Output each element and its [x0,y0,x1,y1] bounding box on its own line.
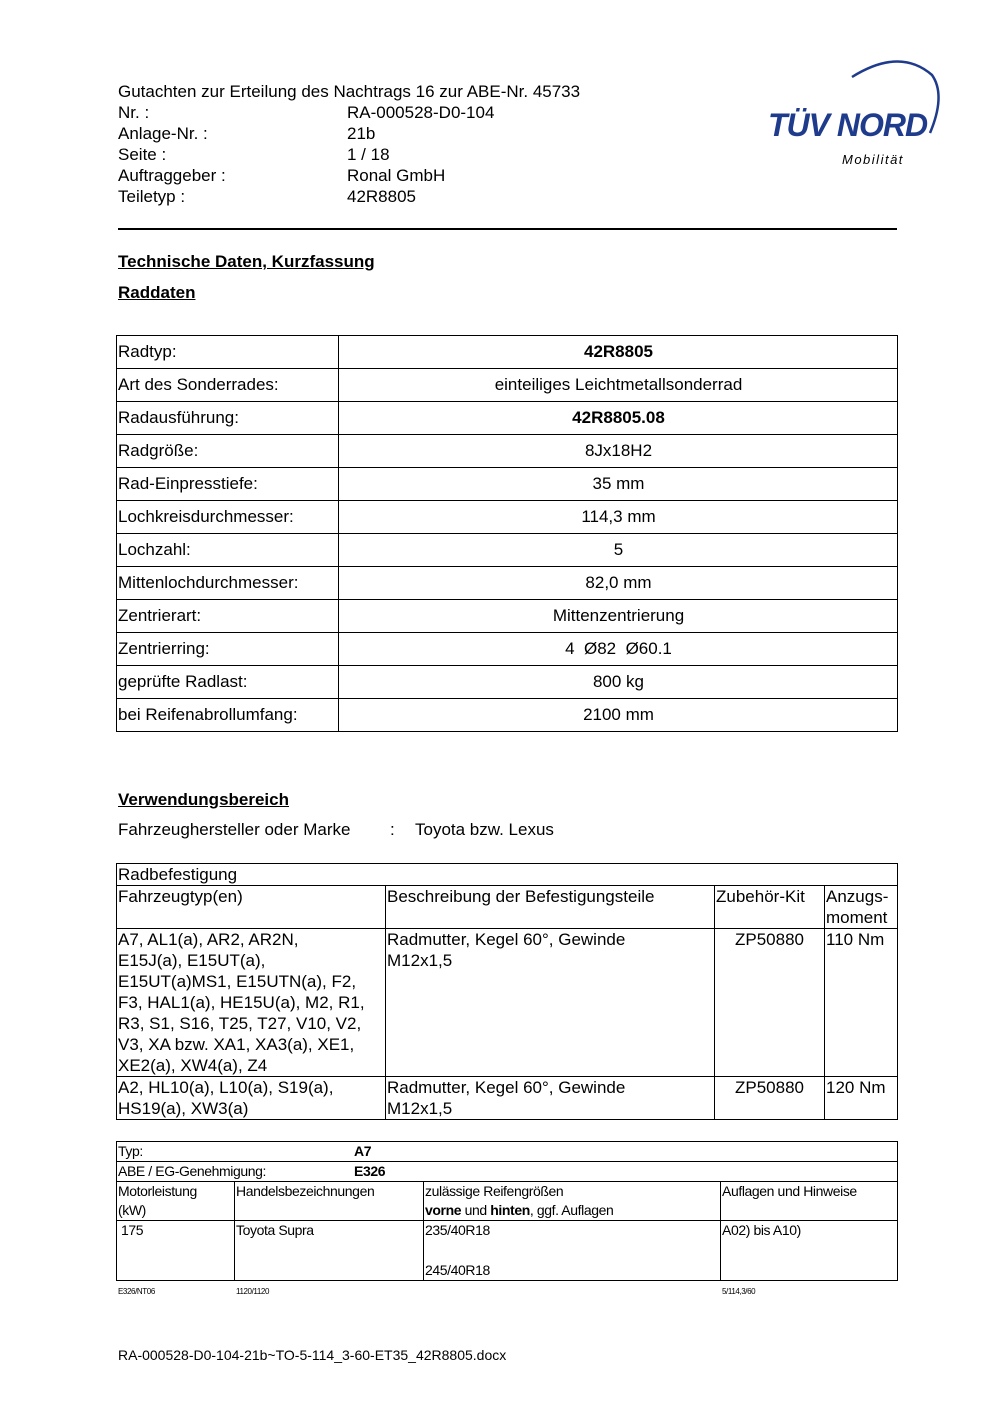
torque: 110 Nm [825,929,898,1077]
tuv-nord-logo [760,55,945,175]
row-key: Rad-Einpresstiefe: [117,468,339,501]
table-row [117,864,898,886]
accessory-kit: ZP50880 [715,1077,825,1120]
column-header-names: Handelsbezeichnungen [235,1182,424,1221]
row-value: 4 Ø82 Ø60.1 [339,633,898,666]
power-value: 175 [117,1221,235,1281]
approval-label: ABE / EG-Genehmigung: [118,1163,267,1179]
type-row [117,1142,898,1162]
footnote-code: 5/114,3/60 [722,1287,756,1296]
manufacturer-line [118,820,554,840]
fastening-table [116,863,898,1120]
header-value: 21b [347,124,376,143]
torque: 120 Nm [825,1077,898,1120]
tyres-header-sub [425,1201,719,1220]
row-value: 42R8805 [339,336,898,369]
row-key: Art des Sonderrades: [117,369,339,402]
tyres-front: vorne [425,1202,462,1218]
section-heading-raddaten: Raddaten [118,283,196,302]
trade-name: Toyota Supra [235,1221,424,1281]
section-heading-verwendung: Verwendungsbereich [118,790,289,809]
header-label: Auftraggeber : [118,166,226,185]
table-row [117,567,898,600]
tyres-header-line: zulässige Reifengrößen [425,1183,564,1199]
tyre-size: 235/40R18 [425,1222,490,1238]
row-value: 35 mm [339,468,898,501]
table-row [117,369,898,402]
document-title: Gutachten zur Erteilung des Nachtrags 16 zur ABE-Nr. 45733 [118,82,581,101]
column-header: Beschreibung der Befestigungsteile [386,886,715,929]
row-key: Lochkreisdurchmesser: [117,501,339,534]
fastening-description: Radmutter, Kegel 60°, Gewinde M12x1,5 [386,1077,715,1120]
manufacturer-label: Fahrzeughersteller oder Marke [118,820,351,839]
header-row [118,186,494,207]
approval-row [117,1162,898,1182]
row-value: 800 kg [339,666,898,699]
vehicle-types: A2, HL10(a), L10(a), S19(a), HS19(a), XW3(a) [117,1077,386,1120]
footnote-code: E326/NT06 [118,1287,155,1296]
header-value: RA-000528-D0-104 [347,103,495,122]
table-row [117,699,898,732]
header-row [118,144,494,165]
row-key: Zentrierring: [117,633,339,666]
header-divider [118,228,897,230]
row-key: Radgröße: [117,435,339,468]
footnote-code: 1120/1120 [236,1287,270,1296]
fastening-description: Radmutter, Kegel 60°, Gewinde M12x1,5 [386,929,715,1077]
spacer [425,1240,719,1261]
tyres-rest: , ggf. Auflagen [529,1202,614,1218]
column-header: Anzugs- moment [825,886,898,929]
table-row [117,1142,898,1162]
manufacturer-value: Toyota bzw. Lexus [415,820,554,839]
table-row [117,600,898,633]
row-value: 114,3 mm [339,501,898,534]
tyres-rear: hinten [490,1202,530,1218]
header-value: 42R8805 [347,187,417,206]
row-value: 82,0 mm [339,567,898,600]
fastening-title: Radbefestigung [117,864,898,886]
row-value: 42R8805.08 [339,402,898,435]
tyre-sizes [424,1221,721,1281]
approval-value: E326 [354,1163,386,1179]
section-heading-tech: Technische Daten, Kurzfassung [118,252,375,271]
tyre-size: 245/40R18 [425,1262,490,1278]
table-row [117,929,898,1077]
type-value: A7 [354,1143,372,1159]
table-header-row [117,1182,898,1221]
column-header: Fahrzeugtyp(en) [117,886,386,929]
table-row [117,468,898,501]
file-name-footer: RA-000528-D0-104-21b~TO-5-114_3-60-ET35_42R8805.docx [118,1347,507,1363]
column-header: Zubehör-Kit [715,886,825,929]
header-info [118,102,494,207]
table-row [117,1077,898,1120]
header-label: Seite : [118,145,167,164]
row-key: bei Reifenabrollumfang: [117,699,339,732]
table-row [117,534,898,567]
tyres-und: und [461,1202,491,1218]
table-row [117,1162,898,1182]
notes-value: A02) bis A10) [721,1221,898,1281]
type-approval-table [116,1141,898,1281]
table-row [117,336,898,369]
row-value: einteiliges Leichtmetallsonderrad [339,369,898,402]
header-label: Anlage-Nr. : [118,124,208,143]
logo-subtitle: Mobilität [842,152,904,167]
manufacturer-separator: : [390,820,395,839]
table-row [117,501,898,534]
row-value: 2100 mm [339,699,898,732]
column-header-power: Motorleistung (kW) [117,1182,235,1221]
column-header-tyres [424,1182,721,1221]
table-row [117,1221,898,1281]
header-row [118,165,494,186]
row-key: Mittenlochdurchmesser: [117,567,339,600]
table-header-row [117,886,898,929]
row-key: Lochzahl: [117,534,339,567]
table-row [117,402,898,435]
type-label: Typ: [118,1143,143,1159]
row-key: Zentrierart: [117,600,339,633]
row-value: 5 [339,534,898,567]
header-value: 1 / 18 [347,145,390,164]
row-value: 8Jx18H2 [339,435,898,468]
column-header-notes: Auflagen und Hinweise [721,1182,898,1221]
table-row [117,435,898,468]
logo-wordmark: TÜV NORD [768,107,928,143]
header-label: Nr. : [118,103,150,122]
header-row [118,102,494,123]
header-row [118,123,494,144]
table-row [117,666,898,699]
wheel-data-table [116,335,898,732]
row-key: geprüfte Radlast: [117,666,339,699]
vehicle-types: A7, AL1(a), AR2, AR2N, E15J(a), E15UT(a), E15UT(a)MS1, E15UTN(a), F2, F3, HAL1(a), HE15U(a), M2, R1, R3, S1, S16, T25, T27, V10, V2, V3, XA bzw. XA1, XA3(a), XE1, XE2(a), XW4(a), Z4 [117,929,386,1077]
header-value: Ronal GmbH [347,166,446,185]
header-label: Teiletyp : [118,187,186,206]
accessory-kit: ZP50880 [715,929,825,1077]
table-row [117,633,898,666]
row-value: Mittenzentrierung [339,600,898,633]
row-key: Radausführung: [117,402,339,435]
row-key: Radtyp: [117,336,339,369]
